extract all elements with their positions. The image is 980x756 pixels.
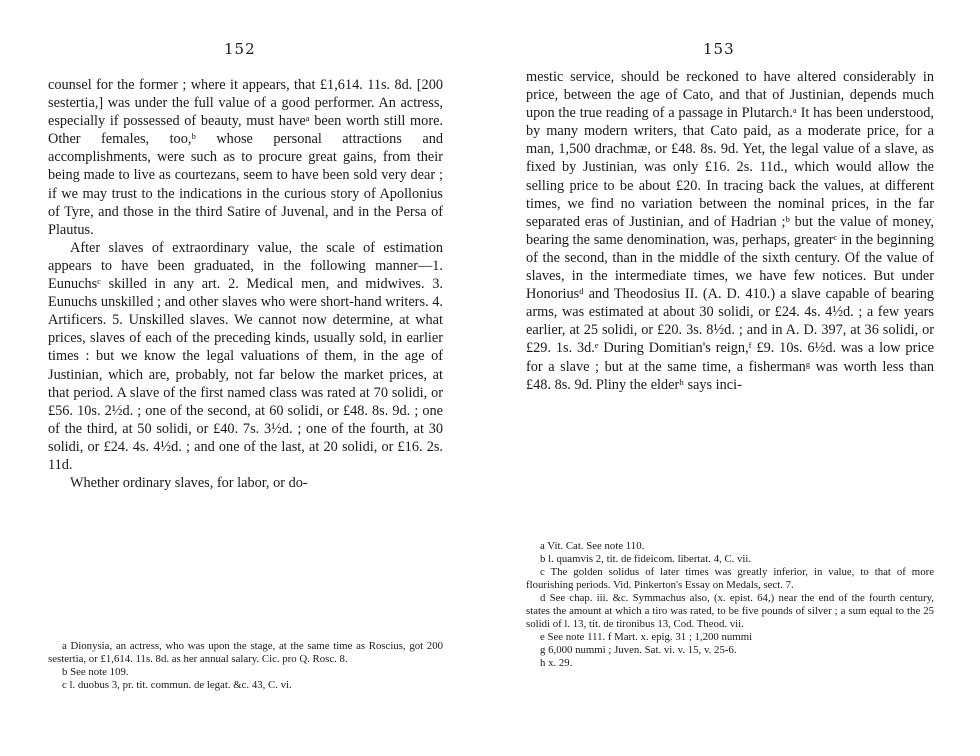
right-page [526, 0, 934, 756]
body-text [526, 68, 934, 394]
paragraph: mestic service, should be reckoned to have altered considerably in price, between the age of Cato, and that of Justinian, depends much upon the true reading of a passage in Plutarch.ᵃ It has been understood, by many modern writers, that Cato paid, as a moderate price, for a man, 1,500 drachmæ, or £48. 8s. 9d. Yet, the legal value of a slave, as fixed by Justinian, was only £16. 2s. 11d., which would allow the selling price to be about £20. In tracing back the values, at different times, we find no variation between the nominal prices, in the far separated eras of Justinian, and of Hadrian ;ᵇ but the value of money, bearing the same denomination, was, perhaps, greaterᶜ in the beginning of the second, than in the middle of the sixth century. Of the value of slaves, in the intermediate times, we have few notices. But under Honoriusᵈ and Theodosius II. (A. D. 410.) a slave capable of bearing arms, was estimated at about 30 solidi, or £24. 4s. 4½d. ; a few years earlier, at 25 solidi, or £20. 3s. 8½d. ; and in A. D. 397, at 36 solidi, or £29. 1s. 3d.ᵉ During Domitian's reign,ᶠ £9. 10s. 6½d. was a low price for a slave ; but at the same time, a fishermanᵍ was worth less than £48. 8s. 9d. Pliny the elderʰ says inci- [526, 69, 934, 393]
footnote: g 6,000 nummi ; Juven. Sat. vi. v. 15, v. 25-6. [540, 644, 737, 656]
footnote: h x. 29. [540, 657, 573, 669]
footnotes [48, 640, 443, 692]
paragraph: counsel for the former ; where it appears, that £1,614. 11s. 8d. [200 sestertia,] was under the full value of a good performer. An actress, especially if possessed of beauty, must haveᵃ been worth still more. Other females, too,ᵇ whose personal attractions and accomplishments, were such as to procure great gains, from their being made to live as courtezans, seem to have been sold very dear ; if we may trust to the indications in the curious story of Apollonius of Tyre, and those in the third Satire of Juvenal, and in the Persa of Plautus. [48, 77, 443, 238]
footnote: b l. quamvis 2, tit. de fideicom. libertat. 4, C. vii. [540, 553, 752, 565]
footnote: c The golden solidus of later times was greatly inferior, in value, to that of more flourishing periods. Vid. Pinkerton's Essay on Medals, sect. 7. [526, 566, 934, 591]
footnote: e See note 111. f Mart. x. epig. 31 ; 1,200 nummi [540, 631, 753, 643]
footnote: a Vit. Cat. See note 110. [540, 540, 645, 552]
left-page [48, 0, 443, 756]
paragraph: Whether ordinary slaves, for labor, or do- [70, 475, 308, 492]
paragraph: After slaves of extraordinary value, the scale of estimation appears to have been graduated, in the following manner—1. Eunuchsᶜ skilled in any art. 2. Medical men, and midwives. 3. Eunuchs unskilled ; and other slaves who were short-hand writers. 4. Artificers. 5. Unskilled slaves. We cannot now determine, at what prices, slaves of each of the preceding kinds, usually sold, in earlier times : but we know the legal valuations of them, in the age of Justinian, which are, probably, not far below the market prices, at that period. A slave of the first named class was rated at 70 solidi, or £56. 10s. 2½d. ; one of the second, at 60 solidi, or £48. 8s. 9d. ; one of the third, at 50 solidi, or £40. 7s. 3½d. ; one of the fourth, at 30 solidi, or £24. 4s. 4½d. ; and one of the last, at 20 solidi, or £16. 2s. 11d. [48, 239, 443, 473]
body-text [48, 76, 443, 492]
page-number: 152 [224, 40, 256, 58]
footnote: c l. duobus 3, pr. tit. commun. de legat. &c. 43, C. vi. [62, 679, 292, 691]
footnotes [526, 540, 934, 670]
footnote: d See chap. iii. &c. Symmachus also, (x. epist. 64,) near the end of the fourth century, states the amount at which a tiro was rated, to be five pounds of silver ; a sum equal to the 25 solidi of l. 13, tit. de tironibus 13, Cod. Theod. vii. [526, 592, 934, 630]
footnote: b See note 109. [62, 666, 129, 678]
footnote: a Dionysia, an actress, who was upon the stage, at the same time as Roscius, got 200 sestertia, or £1,614. 11s. 8d. as her annual salary. Cic. pro Q. Rosc. 8. [48, 640, 443, 665]
page-number: 153 [703, 40, 735, 58]
